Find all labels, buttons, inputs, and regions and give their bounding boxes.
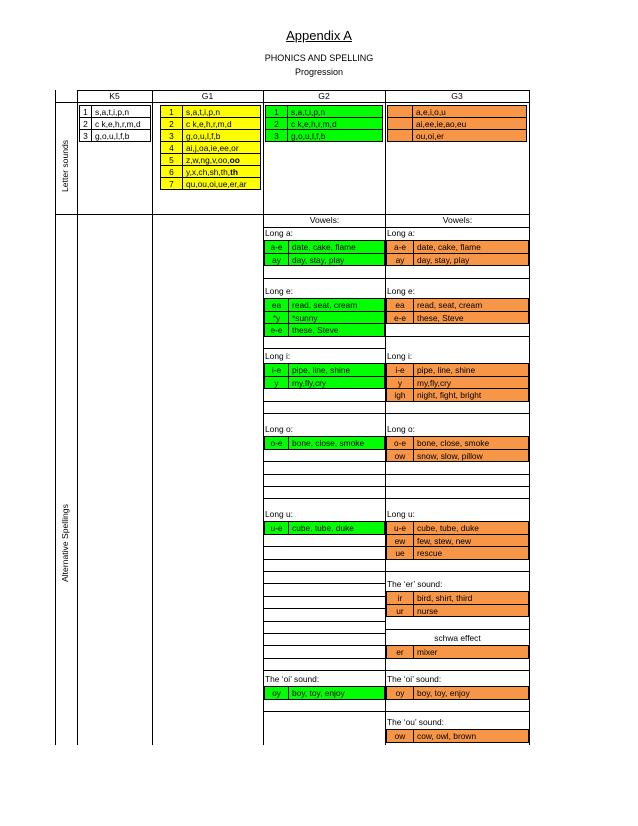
example-words: pipe, line, shine: [288, 363, 385, 376]
example-words: my,fly,cry: [413, 376, 529, 389]
table-column-line: [55, 90, 56, 745]
spelling-pattern: ay: [264, 253, 289, 266]
example-words: cow, owl, brown: [413, 729, 529, 742]
blank-row-line: [264, 498, 385, 499]
spelling-pattern: er: [386, 645, 414, 658]
spelling-pattern: ea: [386, 298, 414, 311]
k5-row-sounds: c k,e,h,r,m,d: [91, 117, 151, 130]
blank-row-line: [386, 670, 529, 671]
example-words: these, Steve: [413, 311, 529, 324]
example-words: bone, close, smoke: [413, 436, 529, 449]
section-label: The ‘oi’ sound:: [387, 674, 442, 684]
blank-row-line: [264, 583, 385, 584]
blank-row-line: [386, 711, 529, 712]
g3-row-sounds: ou,oi,er: [412, 129, 527, 142]
spelling-pattern: ur: [386, 604, 414, 617]
example-words: day, stay, play: [288, 253, 385, 266]
g1-row-sounds: c k,e,h,r,m,d: [182, 117, 261, 130]
column-header-k5: K5: [109, 91, 120, 101]
column-header-g3: G3: [451, 91, 463, 101]
example-words: rescue: [413, 546, 529, 559]
spelling-pattern: ay: [386, 253, 414, 266]
section-label: schwa effect: [434, 633, 481, 643]
blank-row-line: [386, 413, 529, 414]
blank-row-line: [264, 596, 385, 597]
g1-row-sounds: s,a,t,i,p,n: [182, 105, 261, 118]
g1-row-num: 4: [160, 141, 183, 154]
example-words: read, seat, cream: [413, 298, 529, 311]
g3-row-sounds: ai,ee,ie,ao,eu: [412, 117, 527, 130]
section-label: Long a:: [265, 228, 293, 238]
k5-row-num: 2: [79, 117, 92, 130]
example-words: pipe, line, shine: [413, 363, 529, 376]
g2-row-sounds: g,o,u,l,f,b: [287, 129, 383, 142]
g1-row-sounds: ai,j,oa,ie,ee,or: [182, 141, 261, 154]
blank-row-line: [264, 486, 385, 487]
spelling-pattern: u-e: [264, 521, 289, 534]
k5-row-sounds: s,a,t,i,p,n: [91, 105, 151, 118]
spelling-pattern: o-e: [264, 436, 289, 449]
blank-row-line: [264, 621, 385, 622]
g2-row-sounds: s,a,t,i,p,n: [287, 105, 383, 118]
spelling-pattern: e-e: [264, 323, 289, 336]
spelling-pattern: o-e: [386, 436, 414, 449]
column-header-g1: G1: [201, 91, 214, 101]
example-words: cube, tube, duke: [288, 521, 385, 534]
blank-row-line: [264, 658, 385, 659]
example-words: few, stew, new: [413, 534, 529, 547]
blank-row-line: [386, 486, 529, 487]
table-column-line: [263, 90, 264, 745]
spelling-pattern: oy: [386, 686, 414, 699]
blank-row-line: [264, 348, 385, 349]
spelling-pattern: a-e: [386, 240, 414, 253]
section-label: Long a:: [387, 228, 415, 238]
table-column-line: [529, 90, 530, 745]
spelling-pattern: i-e: [386, 363, 414, 376]
blank-row-line: [386, 498, 529, 499]
g1-row-num: 6: [160, 165, 183, 178]
spelling-pattern: ow: [386, 449, 414, 462]
spelling-pattern: oy: [264, 686, 289, 699]
g1-row-num: 7: [160, 177, 183, 190]
section-label: Long o:: [387, 424, 415, 434]
k5-row-num: 1: [79, 105, 92, 118]
g1-row-sounds: y,x,ch,sh,th,th: [182, 165, 261, 178]
table-header-bottom-line: [55, 102, 530, 103]
row-label-letter-sounds: Letter sounds: [60, 139, 70, 192]
section-label: Long e:: [387, 286, 415, 296]
g2-row-num: 1: [265, 105, 288, 118]
blank-row-line: [264, 278, 385, 279]
blank-row-line: [386, 336, 529, 337]
spelling-pattern: ea: [264, 298, 289, 311]
g1-row-num: 5: [160, 153, 183, 166]
page-title: Appendix A: [286, 28, 352, 43]
k5-row-num: 3: [79, 129, 92, 142]
section-label: Long o:: [265, 424, 293, 434]
example-words: date, cake, flame: [413, 240, 529, 253]
section-label: Long u:: [387, 509, 415, 519]
spelling-pattern: ew: [386, 534, 414, 547]
example-words: boy, toy, enjoy: [288, 686, 385, 699]
spelling-pattern: *y: [264, 311, 289, 324]
spelling-pattern: igh: [386, 388, 414, 401]
g1-row-num: 3: [160, 129, 183, 142]
example-words: boy, toy, enjoy: [413, 686, 529, 699]
g3-row-num: [387, 129, 413, 142]
example-words: day, stay, play: [413, 253, 529, 266]
g1-row-sounds: z,w,ng,v,oo,oo: [182, 153, 261, 166]
g1-row-num: 2: [160, 117, 183, 130]
spelling-pattern: i-e: [264, 363, 289, 376]
example-words: snow, slow, pillow: [413, 449, 529, 462]
g1-row-sounds: g,o,u,l,f,b: [182, 129, 261, 142]
example-words: my,fly,cry: [288, 376, 385, 389]
column-header-g2: G2: [318, 91, 330, 101]
blank-row-line: [264, 413, 385, 414]
spelling-pattern: ow: [386, 729, 414, 742]
g1-row-sounds: qu,ou,oi,ue,er,ar: [182, 177, 261, 190]
example-words: bird, shirt, third: [413, 591, 529, 604]
page-subtitle-progression: Progression: [294, 67, 344, 77]
example-words: bone, close, smoke: [288, 436, 385, 449]
blank-row-line: [264, 546, 385, 547]
g2-row-num: 2: [265, 117, 288, 130]
g3-row-sounds: a,e,i,o,u: [412, 105, 527, 118]
row-label-alternative-spellings: Alternative Spellings: [60, 504, 70, 582]
spelling-pattern: e-e: [386, 311, 414, 324]
blank-row-line: [386, 629, 529, 630]
blank-row-line: [264, 633, 385, 634]
spelling-pattern: ir: [386, 591, 414, 604]
section-label: Long i:: [265, 351, 291, 361]
spelling-pattern: ue: [386, 546, 414, 559]
table-column-line: [77, 90, 78, 745]
section-label: Long i:: [387, 351, 413, 361]
blank-row-line: [264, 670, 385, 671]
example-words: mixer: [413, 645, 529, 658]
blank-row-line: [264, 559, 385, 560]
spelling-pattern: u-e: [386, 521, 414, 534]
spelling-pattern: y: [264, 376, 289, 389]
blank-row-line: [386, 278, 529, 279]
vowels-heading: Vowels:: [309, 215, 340, 225]
blank-row-line: [264, 645, 385, 646]
k5-row-sounds: g,o,u,l,f,b: [91, 129, 151, 142]
g2-row-num: 3: [265, 129, 288, 142]
blank-row-line: [264, 461, 385, 462]
g2-row-sounds: c k,e,h,r,m,d: [287, 117, 383, 130]
example-words: nurse: [413, 604, 529, 617]
section-label: The ‘ou’ sound:: [387, 717, 444, 727]
table-column-line: [152, 90, 153, 745]
spelling-pattern: a-e: [264, 240, 289, 253]
example-words: night, fight, bright: [413, 388, 529, 401]
example-words: date, cake, flame: [288, 240, 385, 253]
section-label: The ‘oi’ sound:: [265, 674, 320, 684]
blank-row-line: [386, 571, 529, 572]
g1-row-num: 1: [160, 105, 183, 118]
blank-row-line: [386, 474, 529, 475]
spelling-pattern: y: [386, 376, 414, 389]
section-label: Long e:: [265, 286, 293, 296]
blank-row-line: [264, 608, 385, 609]
vowels-heading: Vowels:: [442, 215, 473, 225]
example-words: these, Steve: [288, 323, 385, 336]
section-label: Long u:: [265, 509, 293, 519]
example-words: *sunny: [288, 311, 385, 324]
blank-row-line: [264, 474, 385, 475]
blank-row-line: [264, 571, 385, 572]
example-words: cube, tube, duke: [413, 521, 529, 534]
section-label: The ‘er’ sound:: [387, 579, 443, 589]
blank-row-line: [264, 401, 385, 402]
example-words: read, seat, cream: [288, 298, 385, 311]
page-subtitle: PHONICS AND SPELLING: [264, 53, 374, 63]
blank-row-line: [264, 711, 385, 712]
